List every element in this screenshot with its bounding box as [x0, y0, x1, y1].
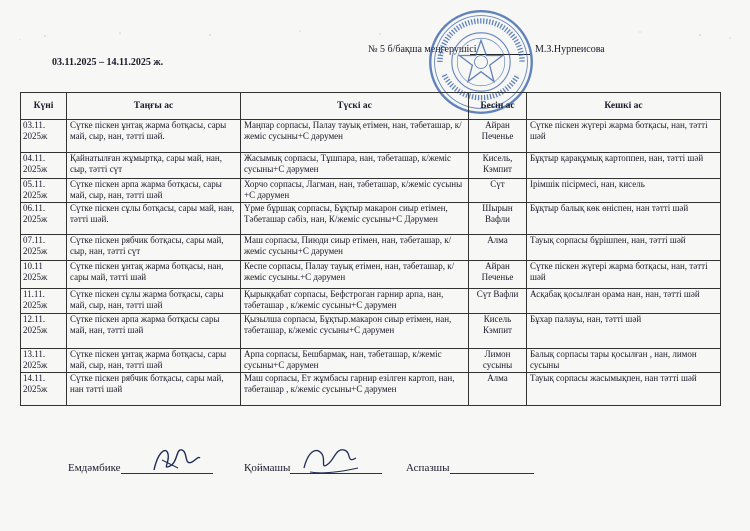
row-snack: Кисель, Кэмпит: [469, 153, 527, 179]
table-header-row: [21, 93, 721, 120]
table-row: [21, 373, 721, 406]
row-snack: Шырын Вафли: [469, 203, 527, 235]
row-date: 13.11. 2025ж: [21, 349, 67, 373]
cook-signature-line: [450, 473, 534, 474]
column-header-date: Күні: [21, 93, 67, 120]
row-lunch: Қырыққабат сорпасы, Бефстроган гарнир арпа, нан, тәбеташар , к/жеміс сусыны+С дәрумен: [241, 289, 469, 314]
row-breakfast: Сүтке піскен ұнтақ жарма ботқасы, сары май, сыр, нан, тәтті шәй: [67, 349, 241, 373]
table-row: [21, 203, 721, 235]
scan-edge-marks: [0, 0, 750, 40]
row-lunch: Маңпар сорпасы, Палау тауық етімен, нан, тәбеташар, к/жеміс сусыны+С дәрумен: [241, 120, 469, 153]
table-row: [21, 261, 721, 289]
row-breakfast: Қайнатылған жұмыртқа, сары май, нан, сыр, тәтті сүт: [67, 153, 241, 179]
row-date: 11.11. 2025ж: [21, 289, 67, 314]
approver-name: М.З.Нурпеисова: [535, 44, 605, 55]
row-date: 14.11. 2025ж: [21, 373, 67, 406]
cook-label: Аспазшы: [406, 462, 450, 474]
row-breakfast: Сүтке піскен рябчик ботқасы, сары май, нан тәтті шәй: [67, 373, 241, 406]
table-row: [21, 120, 721, 153]
menu-period: 03.11.2025 – 14.11.2025 ж.: [52, 57, 164, 68]
row-date: 10.11 2025ж: [21, 261, 67, 289]
row-dinner: Сүтке піскен жүгері жарма ботқасы, нан, тәтті шәй: [527, 261, 721, 289]
weekly-menu-table: [20, 92, 721, 406]
table-row: [21, 349, 721, 373]
row-breakfast: Сүтке піскен арпа жарма ботқасы, сары май, сыр, нан, тәтті шәй: [67, 179, 241, 203]
row-dinner: Тауық сорпасы бұрішпен, нан, тәтті шәй: [527, 235, 721, 261]
row-dinner: Бұқтыр қарақұмық картоппен, нан, тәтті шәй: [527, 153, 721, 179]
row-lunch: Үрме бұршақ сорпасы, Бұқтыр макарон сиыр етімен, Тәбеташар сәбіз, нан, К/жеміс сусыны+С Дәрумен: [241, 203, 469, 235]
row-date: 06.11. 2025ж: [21, 203, 67, 235]
dietitian-handwritten-signature: [148, 440, 204, 480]
row-snack: Лимон сусыны: [469, 349, 527, 373]
row-lunch: Хорчо сорпасы, Лагман, нан, тәбеташар, к/жеміс сусыны +С дәрумен: [241, 179, 469, 203]
row-lunch: Кеспе сорпасы, Палау тауық етімен, нан, тәбеташар, к/жеміс сусыны.+С дәрумен: [241, 261, 469, 289]
column-header-breakfast: Таңғы ас: [67, 93, 241, 120]
table-row: [21, 179, 721, 203]
cook-signature-block: [406, 462, 534, 474]
row-lunch: Маш сорпасы, Ет жұмбасы гарнир езілген картоп, нан, тәбеташар , к/жеміс сусыны+С дәрумен: [241, 373, 469, 406]
row-lunch: Жасымық сорпасы, Тұшпара, нан, тәбеташар, к/жеміс сусыны+С дәрумен: [241, 153, 469, 179]
table-row: [21, 235, 721, 261]
row-snack: Сүт Вафли: [469, 289, 527, 314]
row-dinner: Бұқтыр балық көк өніспен, нан тәтті шәй: [527, 203, 721, 235]
row-snack: Кисель Кэмпит: [469, 314, 527, 349]
storekeeper-label: Қоймашы: [244, 462, 291, 474]
row-breakfast: Сүтке піскен ұнтақ жарма ботқасы, нан, сары май, тәтті шәй: [67, 261, 241, 289]
row-date: 03.11. 2025ж: [21, 120, 67, 153]
row-dinner: Тауық сорпасы жасымықпен, нан тәтті шәй: [527, 373, 721, 406]
row-dinner: Сүтке піскен жүгері жарма ботқасы, нан, тәтті шәй: [527, 120, 721, 153]
row-date: 12.11. 2025ж: [21, 314, 67, 349]
row-lunch: Маш сорпасы, Пиюди сиыр етімен, нан, тәбеташар, к/жеміс сусыны+С дәрумен: [241, 235, 469, 261]
dietitian-label: Емдәмбике: [68, 462, 121, 474]
table-row: [21, 289, 721, 314]
row-date: 04.11. 2025ж: [21, 153, 67, 179]
row-snack: Алма: [469, 373, 527, 406]
row-dinner: Ірімшік пісірмесі, нан, кисель: [527, 179, 721, 203]
column-header-dinner: Кешкі ас: [527, 93, 721, 120]
row-date: 05.11. 2025ж: [21, 179, 67, 203]
row-dinner: Бұхар палауы, нан, тәтті шәй: [527, 314, 721, 349]
approval-title: № 5 б/бақша меңгерушісі: [368, 44, 477, 55]
table-row: [21, 153, 721, 179]
row-breakfast: Сүтке піскен ұнтақ жарма ботқасы, сары май, сыр, нан, тәтті шәй.: [67, 120, 241, 153]
row-dinner: Асқабақ қосылған орама нан, нан, тәтті шәй: [527, 289, 721, 314]
row-dinner: Балық сорпасы тары қосылған , нан, лимон сусыны: [527, 349, 721, 373]
table-row: [21, 314, 721, 349]
row-breakfast: Сүтке піскен рябчик ботқасы, сары май, сыр, нан, тәтті сүт: [67, 235, 241, 261]
row-breakfast: Сүтке піскен арпа жарма ботқасы сары май, нан, тәтті шәй: [67, 314, 241, 349]
storekeeper-handwritten-signature: [300, 442, 362, 478]
row-lunch: Арпа сорпасы, Бешбармақ, нан, тәбеташар, к/жеміс сусыны+С дәрумен: [241, 349, 469, 373]
row-breakfast: Сүтке піскен сұлы ботқасы, сары май, нан, тәтті шәй.: [67, 203, 241, 235]
row-snack: Айран Печенье: [469, 261, 527, 289]
column-header-lunch: Түскі ас: [241, 93, 469, 120]
column-header-snack: Бесін ас: [469, 93, 527, 120]
row-snack: Сүт: [469, 179, 527, 203]
row-lunch: Қызылша сорпасы, Бұқтыр.макарон сиыр етімен, нан, тәбеташар, к/жеміс сусыны+С дәрумен: [241, 314, 469, 349]
row-snack: Алма: [469, 235, 527, 261]
row-date: 07.11. 2025ж: [21, 235, 67, 261]
row-snack: Айран Печенье: [469, 120, 527, 153]
row-breakfast: Сүтке піскен сұлы жарма ботқасы, сары май, сыр, нан, тәтті шәй: [67, 289, 241, 314]
